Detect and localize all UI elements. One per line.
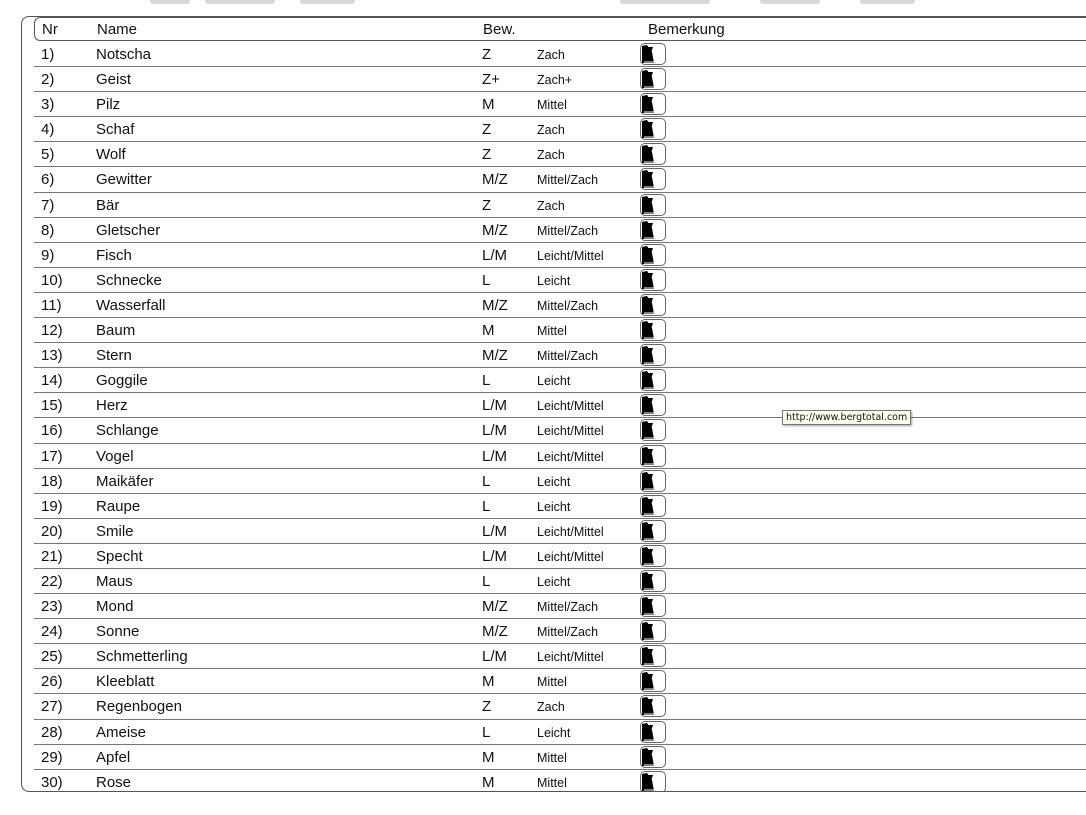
- table-body: [34, 42, 1086, 792]
- row-name: Goggile: [96, 372, 148, 390]
- row-name: Rose: [96, 773, 132, 791]
- row-rating-code: M/Z: [482, 296, 508, 314]
- row-number: 7): [41, 196, 55, 214]
- row-rating-text: Zach: [537, 123, 565, 138]
- table-row: [34, 92, 1086, 117]
- row-number: 23): [41, 598, 63, 616]
- pen-edit-icon[interactable]: [640, 143, 666, 165]
- table-row: [34, 167, 1086, 192]
- table-row: [34, 694, 1086, 719]
- row-name: Maus: [96, 572, 133, 590]
- table-row: [34, 318, 1086, 343]
- pen-edit-icon[interactable]: [640, 746, 666, 768]
- table-row: [34, 343, 1086, 368]
- row-rating-code: M/Z: [482, 598, 508, 616]
- row-name: Kleeblatt: [96, 673, 155, 691]
- table-row: [34, 494, 1086, 519]
- row-name: Schnecke: [96, 271, 162, 289]
- header-rating: Bew.: [483, 21, 516, 38]
- row-name: Sonne: [96, 623, 140, 641]
- row-name: Baum: [96, 322, 136, 340]
- row-rating-text: Mittel: [537, 675, 567, 690]
- table-row: [34, 644, 1086, 669]
- pen-edit-icon[interactable]: [640, 369, 666, 391]
- row-rating-text: Mittel/Zach: [537, 349, 599, 364]
- row-number: 14): [41, 372, 63, 390]
- pen-edit-icon[interactable]: [640, 319, 666, 341]
- row-number: 9): [41, 246, 55, 264]
- row-rating-code: Z: [482, 121, 492, 139]
- row-rating-text: Zach: [537, 148, 565, 163]
- row-rating-text: Leicht: [537, 474, 571, 489]
- pen-edit-icon[interactable]: [640, 419, 666, 441]
- row-rating-code: M/Z: [482, 623, 508, 641]
- row-rating-text: Leicht: [537, 725, 571, 740]
- row-rating-code: Z+: [482, 71, 500, 89]
- row-rating-code: Z: [482, 46, 492, 63]
- table-row: [34, 218, 1086, 243]
- row-rating-code: M/Z: [482, 171, 508, 189]
- row-name: Schmetterling: [96, 648, 188, 666]
- row-rating-text: Leicht/Mittel: [537, 650, 604, 665]
- table-row: [34, 67, 1086, 92]
- row-rating-text: Zach: [537, 48, 565, 62]
- row-rating-text: Mittel/Zach: [537, 298, 599, 313]
- row-rating-code: M: [482, 773, 495, 791]
- row-number: 22): [41, 572, 63, 590]
- row-number: 4): [41, 121, 55, 139]
- pen-edit-icon[interactable]: [640, 219, 666, 241]
- table-row: [34, 594, 1086, 619]
- row-name: Bär: [96, 196, 120, 214]
- row-rating-code: L/M: [482, 522, 508, 540]
- pen-edit-icon[interactable]: [640, 294, 666, 316]
- row-rating-code: L/M: [482, 648, 508, 666]
- row-number: 29): [41, 748, 63, 766]
- pen-edit-icon[interactable]: [640, 520, 666, 542]
- row-rating-text: Leicht: [537, 374, 571, 389]
- table-row: [34, 243, 1086, 268]
- row-rating-code: L/M: [482, 447, 508, 465]
- row-rating-text: Mittel/Zach: [537, 223, 599, 238]
- row-number: 16): [41, 422, 63, 440]
- row-number: 21): [41, 547, 63, 565]
- table-row: [34, 569, 1086, 594]
- table-row: [34, 393, 1086, 418]
- pen-edit-icon[interactable]: [640, 118, 666, 140]
- row-number: 19): [41, 497, 63, 515]
- row-number: 11): [41, 296, 62, 314]
- pen-edit-icon[interactable]: [640, 43, 666, 65]
- row-name: Notscha: [96, 46, 152, 63]
- row-number: 17): [41, 447, 63, 465]
- pen-edit-icon[interactable]: [640, 68, 666, 90]
- row-rating-code: L: [482, 472, 491, 490]
- row-number: 8): [41, 221, 55, 239]
- pen-edit-icon[interactable]: [640, 470, 666, 492]
- row-name: Maikäfer: [96, 472, 154, 490]
- row-rating-code: L: [482, 271, 491, 289]
- table-row: [34, 720, 1086, 745]
- row-rating-text: Mittel/Zach: [537, 173, 599, 188]
- pen-edit-icon[interactable]: [640, 93, 666, 115]
- row-name: Regenbogen: [96, 698, 182, 716]
- row-name: Mond: [96, 598, 134, 616]
- pen-edit-icon[interactable]: [640, 570, 666, 592]
- row-rating-code: L: [482, 572, 491, 590]
- row-number: 28): [41, 723, 63, 741]
- pen-edit-icon[interactable]: [640, 545, 666, 567]
- table-row: [34, 770, 1086, 792]
- row-rating-code: L: [482, 723, 491, 741]
- row-name: Gewitter: [96, 171, 152, 189]
- row-rating-text: Leicht/Mittel: [537, 399, 604, 414]
- row-rating-code: L/M: [482, 422, 508, 440]
- row-name: Geist: [96, 71, 132, 89]
- row-name: Raupe: [96, 497, 141, 515]
- row-name: Schaf: [96, 121, 135, 139]
- row-rating-code: L: [482, 372, 491, 390]
- pen-edit-icon[interactable]: [640, 168, 666, 190]
- row-rating-text: Mittel/Zach: [537, 625, 599, 640]
- row-rating-text: Leicht: [537, 499, 571, 514]
- pen-edit-icon[interactable]: [640, 645, 666, 667]
- row-name: Stern: [96, 347, 132, 365]
- row-name: Schlange: [96, 422, 159, 440]
- table-row: [34, 418, 1086, 443]
- row-rating-text: Zach: [537, 700, 565, 715]
- row-rating-text: Mittel: [537, 324, 567, 339]
- row-number: 6): [41, 171, 55, 189]
- pen-edit-icon[interactable]: [640, 269, 666, 291]
- row-rating-text: Mittel: [537, 750, 567, 765]
- table-header: [34, 17, 1086, 41]
- pen-edit-icon[interactable]: [640, 495, 666, 517]
- row-name: Wolf: [96, 146, 126, 164]
- table-row: [34, 745, 1086, 770]
- pen-edit-icon[interactable]: [640, 595, 666, 617]
- pen-edit-icon[interactable]: [640, 670, 666, 692]
- row-rating-code: Z: [482, 146, 492, 164]
- header-nr: Nr: [42, 21, 58, 38]
- row-rating-code: M: [482, 96, 495, 114]
- row-rating-text: Mittel: [537, 98, 567, 113]
- row-name: Herz: [96, 397, 128, 415]
- row-number: 3): [41, 96, 55, 114]
- table-row: [34, 142, 1086, 167]
- row-name: Gletscher: [96, 221, 161, 239]
- row-rating-text: Leicht/Mittel: [537, 424, 604, 439]
- row-name: Fisch: [96, 246, 132, 264]
- row-number: 26): [41, 673, 63, 691]
- table-row: [34, 544, 1086, 569]
- row-rating-code: Z: [482, 196, 492, 214]
- row-name: Pilz: [96, 96, 121, 114]
- row-number: 20): [41, 522, 63, 540]
- table-row: [34, 368, 1086, 393]
- row-rating-code: M/Z: [482, 221, 508, 239]
- row-name: Vogel: [96, 447, 134, 465]
- pen-edit-icon[interactable]: [640, 445, 666, 467]
- row-number: 24): [41, 623, 63, 641]
- pen-edit-icon[interactable]: [640, 344, 666, 366]
- row-rating-code: L: [482, 497, 491, 515]
- table-row: [34, 469, 1086, 494]
- pen-edit-icon[interactable]: [640, 721, 666, 743]
- row-rating-code: L/M: [482, 547, 508, 565]
- row-number: 15): [41, 397, 63, 415]
- row-rating-code: M/Z: [482, 347, 508, 365]
- row-rating-code: M: [482, 322, 495, 340]
- header-name: Name: [97, 21, 138, 38]
- ranking-table: [21, 16, 1086, 792]
- pen-edit-icon[interactable]: [640, 194, 666, 216]
- row-rating-text: Leicht/Mittel: [537, 549, 604, 564]
- row-rating-code: L/M: [482, 246, 508, 264]
- table-row: [34, 193, 1086, 218]
- row-rating-text: Leicht/Mittel: [537, 248, 604, 263]
- pen-edit-icon[interactable]: [640, 620, 666, 642]
- pen-edit-icon[interactable]: [640, 771, 666, 792]
- row-rating-text: Leicht/Mittel: [537, 524, 604, 539]
- link-tooltip: http://www.bergtotal.com: [782, 410, 911, 425]
- row-rating-text: Mittel: [537, 775, 567, 790]
- row-number: 10): [41, 271, 63, 289]
- row-number: 13): [41, 347, 63, 365]
- row-number: 5): [41, 146, 55, 164]
- row-rating-code: Z: [482, 698, 492, 716]
- row-rating-text: Zach+: [537, 73, 573, 88]
- row-rating-code: M: [482, 673, 495, 691]
- pen-edit-icon[interactable]: [640, 244, 666, 266]
- row-rating-text: Leicht: [537, 273, 571, 288]
- table-row: [34, 619, 1086, 644]
- row-name: Specht: [96, 547, 143, 565]
- row-name: Ameise: [96, 723, 147, 741]
- table-row: [34, 42, 1086, 67]
- row-number: 12): [41, 322, 63, 340]
- header-remark: Bemerkung: [648, 21, 725, 38]
- table-row: [34, 444, 1086, 469]
- pen-edit-icon[interactable]: [640, 394, 666, 416]
- row-rating-text: Zach: [537, 198, 565, 213]
- row-number: 1): [41, 46, 55, 63]
- pen-edit-icon[interactable]: [640, 695, 666, 717]
- row-rating-code: M: [482, 748, 495, 766]
- row-name: Apfel: [96, 748, 131, 766]
- row-number: 25): [41, 648, 63, 666]
- table-row: [34, 519, 1086, 544]
- table-row: [34, 268, 1086, 293]
- row-number: 2): [41, 71, 55, 89]
- row-number: 30): [41, 773, 63, 791]
- row-number: 27): [41, 698, 63, 716]
- table-row: [34, 117, 1086, 142]
- table-row: [34, 669, 1086, 694]
- row-name: Smile: [96, 522, 134, 540]
- row-name: Wasserfall: [96, 296, 166, 314]
- row-rating-text: Mittel/Zach: [537, 600, 599, 615]
- clipped-top-text: [0, 0, 1086, 10]
- table-row: [34, 293, 1086, 318]
- row-rating-code: L/M: [482, 397, 508, 415]
- row-number: 18): [41, 472, 63, 490]
- row-rating-text: Leicht: [537, 574, 571, 589]
- row-rating-text: Leicht/Mittel: [537, 449, 604, 464]
